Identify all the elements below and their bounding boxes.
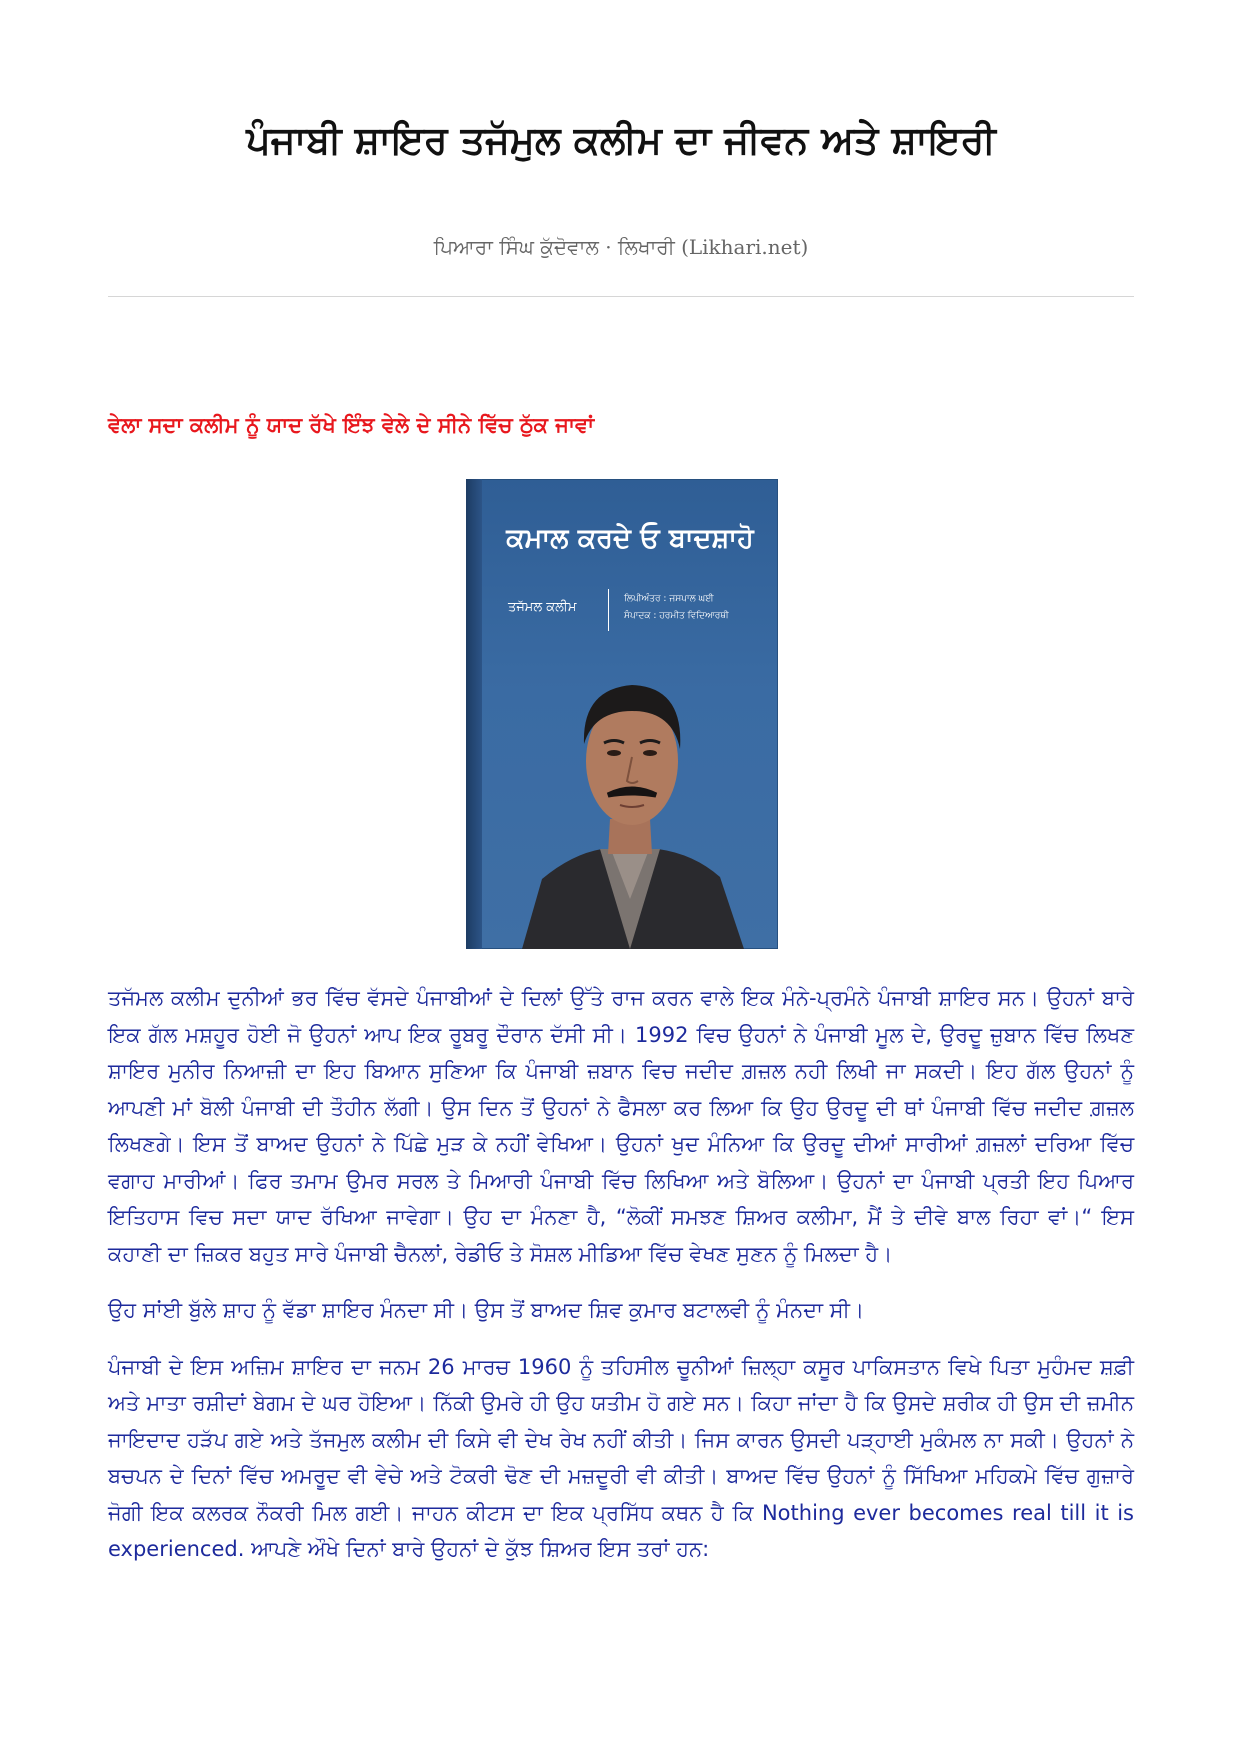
book-cover-author: ਤਜੱਮਲ ਕਲੀਮ (508, 600, 577, 615)
author-portrait (482, 649, 778, 949)
header-divider (108, 296, 1134, 297)
book-cover-editor: ਸੰਪਾਦਕ : ਹਰਮੀਤ ਵਿਦਿਆਰਥੀ (624, 611, 729, 621)
book-cover-divider (608, 589, 609, 631)
book-spine (466, 479, 482, 949)
article-body (108, 980, 1134, 1588)
article-paragraph: ਪੰਜਾਬੀ ਦੇ ਇਸ ਅਜ਼ਿਮ ਸ਼ਾਇਰ ਦਾ ਜਨਮ 26 ਮਾਰਚ 1960 ਨੂੰ ਤਹਿਸੀਲ ਚੂਨੀਆਂ ਜ਼ਿਲ੍ਹਾ ਕਸੂਰ ਪਾਕਿਸਤਾਨ ਵਿਖੇ ਪਿਤਾ ਮੁਹੰਮਦ ਸ਼ਫ਼ੀ ਅਤੇ ਮਾਤਾ ਰਸ਼ੀਦਾਂ ਬੇਗਮ ਦੇ ਘਰ ਹੋਇਆ। ਨਿੱਕੀ ਉਮਰੇ ਹੀ ਉਹ ਯਤੀਮ ਹੋ ਗਏ ਸਨ। ਕਿਹਾ ਜਾਂਦਾ ਹੈ ਕਿ ਉਸਦੇ ਸ਼ਰੀਕ ਹੀ ਉਸ ਦੀ ਜ਼ਮੀਨ ਜਾਇਦਾਦ ਹੜੱਪ ਗਏ ਅਤੇ ਤੱਜਮੁਲ ਕਲੀਮ ਦੀ ਕਿਸੇ ਵੀ ਦੇਖ ਰੇਖ ਨਹੀਂ ਕੀਤੀ। ਜਿਸ ਕਾਰਨ ਉਸਦੀ ਪੜ੍ਹਾਈ ਮੁਕੰਮਲ ਨਾ ਸਕੀ। ਉਹਨਾਂ ਨੇ ਬਚਪਨ ਦੇ ਦਿਨਾਂ ਵਿੱਚ ਅਮਰੂਦ ਵੀ ਵੇਚੇ ਅਤੇ ਟੋਕਰੀ ਢੋਣ ਦੀ ਮਜ਼ਦੂਰੀ ਵੀ ਕੀਤੀ। ਬਾਅਦ ਵਿੱਚ ਉਹਨਾਂ ਨੂੰ ਸਿੱਖਿਆ ਮਹਿਕਮੇ ਵਿੱਚ ਗੁਜ਼ਾਰੇ ਜੋਗੀ ਇਕ ਕਲਰਕ ਨੌਕਰੀ ਮਿਲ ਗਈ। ਜਾਹਨ ਕੀਟਸ ਦਾ ਇਕ ਪ੍ਰਸਿੱਧ ਕਥਨ ਹੈ ਕਿ Nothing ever becomes real till it is experienced. ਆਪਣੇ ਔਖੇ ਦਿਨਾਂ ਬਾਰੇ ਉਹਨਾਂ ਦੇ ਕੁੱਝ ਸ਼ਿਅਰ ਇਸ ਤਰਾਂ ਹਨ: (108, 1354, 1134, 1561)
author-byline: ਪਿਆਰਾ ਸਿੰਘ ਕੁੱਦੋਵਾਲ · ਲਿਖਾਰੀ (Likhari.net) (433, 235, 809, 259)
book-cover-transliterator: ਲਿਪੀਅੰਤਰ : ਜਸਪਾਲ ਘਈ (624, 594, 714, 604)
book-cover-credits (624, 591, 729, 625)
article-paragraph: ਤਜੱਮਲ ਕਲੀਮ ਦੁਨੀਆਂ ਭਰ ਵਿੱਚ ਵੱਸਦੇ ਪੰਜਾਬੀਆਂ ਦੇ ਦਿਲਾਂ ਉੱਤੇ ਰਾਜ ਕਰਨ ਵਾਲੇ ਇਕ ਮੰਨੇ-ਪ੍ਰਮੰਨੇ ਪੰਜਾਬੀ ਸ਼ਾਇਰ ਸਨ। ਉਹਨਾਂ ਬਾਰੇ ਇਕ ਗੱਲ ਮਸ਼ਹੂਰ ਹੋਈ ਜੋ ਉਹਨਾਂ ਆਪ ਇਕ ਰੂਬਰੂ ਦੌਰਾਨ ਦੱਸੀ ਸੀ। 1992 ਵਿਚ ਉਹਨਾਂ ਨੇ ਪੰਜਾਬੀ ਮੂਲ ਦੇ, ਉਰਦੂ ਜ਼ੁਬਾਨ ਵਿੱਚ ਲਿਖਣ ਸ਼ਾਇਰ ਮੁਨੀਰ ਨਿਆਜ਼ੀ ਦਾ ਇਹ ਬਿਆਨ ਸੁਣਿਆ ਕਿ ਪੰਜਾਬੀ ਜ਼ਬਾਨ ਵਿਚ ਜਦੀਦ ਗ਼ਜ਼ਲ ਨਹੀ ਲਿਖੀ ਜਾ ਸਕਦੀ। ਇਹ ਗੱਲ ਉਹਨਾਂ ਨੂੰ ਆਪਣੀ ਮਾਂ ਬੋਲੀ ਪੰਜਾਬੀ ਦੀ ਤੌਹੀਨ ਲੱਗੀ। ਉਸ ਦਿਨ ਤੋਂ ਉਹਨਾਂ ਨੇ ਫੈਸਲਾ ਕਰ ਲਿਆ ਕਿ ਉਹ ਉਰਦੂ ਦੀ ਥਾਂ ਪੰਜਾਬੀ ਵਿੱਚ ਜਦੀਦ ਗ਼ਜ਼ਲ ਲਿਖਣਗੇ। ਇਸ ਤੋਂ ਬਾਅਦ ਉਹਨਾਂ ਨੇ ਪਿੱਛੇ ਮੁੜ ਕੇ ਨਹੀਂ ਵੇਖਿਆ। ਉਹਨਾਂ ਖੁਦ ਮੰਨਿਆ ਕਿ ਉਰਦੂ ਦੀਆਂ ਸਾਰੀਆਂ ਗ਼ਜ਼ਲਾਂ ਦਰਿਆ ਵਿੱਚ ਵਗਾਹ ਮਾਰੀਆਂ। ਫਿਰ ਤਮਾਮ ਉਮਰ ਸਰਲ ਤੇ ਮਿਆਰੀ ਪੰਜਾਬੀ ਵਿੱਚ ਲਿਖਿਆ ਅਤੇ ਬੋਲਿਆ। ਉਹਨਾਂ ਦਾ ਪੰਜਾਬੀ ਪ੍ਰਤੀ ਇਹ ਪਿਆਰ ਇਤਿਹਾਸ ਵਿਚ ਸਦਾ ਯਾਦ ਰੱਖਿਆ ਜਾਵੇਗਾ। ਉਹ ਦਾ ਮੰਨਣਾ ਹੈ, “ਲੋਕੀਂ ਸਮਝਣ ਸ਼ਿਅਰ ਕਲੀਮਾ, ਮੈਂ ਤੇ ਦੀਵੇ ਬਾਲ ਰਿਹਾ ਵਾਂ।“ ਇਸ ਕਹਾਣੀ ਦਾ ਜ਼ਿਕਰ ਬਹੁਤ ਸਾਰੇ ਪੰਜਾਬੀ ਚੈਨਲਾਂ, ਰੇਡੀਓ ਤੇ ਸੋਸ਼ਲ ਮੀਡਿਆ ਵਿੱਚ ਵੇਖਣ ਸੁਣਨ ਨੂੰ ਮਿਲਦਾ ਹੈ। (108, 986, 1134, 1266)
article-paragraph: ਉਹ ਸਾਂਈ ਬੁੱਲੇ ਸ਼ਾਹ ਨੂੰ ਵੱਡਾ ਸ਼ਾਇਰ ਮੰਨਦਾ ਸੀ। ਉਸ ਤੋਂ ਬਾਅਦ ਸ਼ਿਵ ਕੁਮਾਰ ਬਟਾਲਵੀ ਨੂੰ ਮੰਨਦਾ ਸੀ। (108, 1298, 865, 1322)
book-cover-image (466, 479, 778, 949)
book-cover-title: ਕਮਾਲ ਕਰਦੇ ਓ ਬਾਦਸ਼ਾਹੋ (506, 523, 754, 554)
lead-verse: ਵੇਲਾ ਸਦਾ ਕਲੀਮ ਨੂੰ ਯਾਦ ਰੱਖੇ ਇੰਝ ਵੇਲੇ ਦੇ ਸੀਨੇ ਵਿੱਚ ਠੁੱਕ ਜਾਵਾਂ (108, 413, 595, 437)
page-title: ਪੰਜਾਬੀ ਸ਼ਾਇਰ ਤਜੱਮੁਲ ਕਲੀਮ ਦਾ ਜੀਵਨ ਅਤੇ ਸ਼ਾਇਰੀ (246, 118, 996, 162)
